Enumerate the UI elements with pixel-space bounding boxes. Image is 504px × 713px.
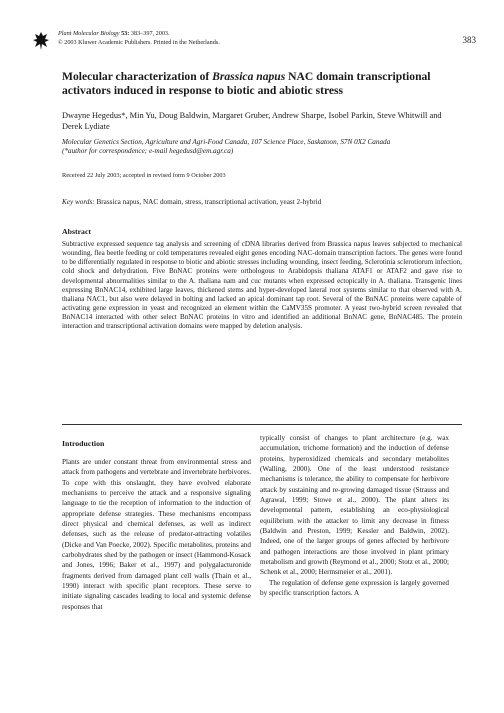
intro-paragraph-1-continued: typically consist of changes to plant architecture (e.g. wax accumulation, trichome formation) and the induction of defense proteins, hyperoxidized chemicals and secondary metabolites (Walling, 2000). One of the least understood resistance mechanisms is tolerance, the ability to compensate for herbivore attack by sustaining and re-growing damaged tissue (Strauss and Agrawal, 1999; Stowe et al., 2000). The plant alters its developmental pattern, establishing an eco-physiological equilibrium with the attacker to limit any decrease in fitness (Baldwin and Preston, 1999; Kessler and Baldwin, 2002). Indeed, one of the larger groups of genes affected by herbivore and pathogen interactions are those involved in plant primary metabolism and growth (Reymond et al., 2000; Stotz et al., 2000; Schenk et al., 2000; Hermsmeier et al., 2001). <box>260 434 449 577</box>
right-column <box>260 433 449 599</box>
intro-paragraph-1: Plants are under constant threat from environmental stress and attack from pathogens and vertebrate and invertebrate herbivores. To cope with this onslaught, they have evolved elaborate mechanisms to perceive the attack and a responsive signaling language to tie the reception of information to the induction of appropriate defense strategies. These mechanisms encompass direct physical and chemical defenses, as well as indirect defenses, such as the release of predator-attracting volatiles (Dicke and Van Poecke, 2002). Specific metabolites, proteins and carbohydrates shed by the pathogen or insect (Hammond-Kosack and Jones, 1996; Baker et al., 1997) and polygalacturonide fragments derived from damaged plant cell walls (Thain et al., 1990) interact with specific plant receptors. These serve to initiate signaling cascades leading to local and systemic defense responses that <box>62 458 251 611</box>
journal-volume: 53: <box>121 30 130 37</box>
title-prefix: Molecular characterization of <box>62 70 213 83</box>
title-suffix: NAC domain transcriptional activators induced in response to biotic and abiotic stress <box>62 70 431 97</box>
copyright-line: © 2003 Kluwer Academic Publishers. Printed in the Netherlands. <box>58 38 220 46</box>
journal-citation <box>58 30 220 47</box>
left-column <box>62 457 251 612</box>
running-header <box>32 30 480 54</box>
keywords-label: Key words: <box>62 198 95 206</box>
journal-pages: 383–397, 2003. <box>130 30 170 37</box>
introduction-heading: Introduction <box>62 439 105 448</box>
correspondence-note: (*author for correspondence; e-mail hegedusd@em.agr.ca) <box>62 147 234 155</box>
title-species: Brassica napus <box>212 70 286 83</box>
affiliation-address: Molecular Genetics Section, Agriculture and Agri-Food Canada, 107 Science Place, Saskatoon, S7N 0X2 Canada <box>62 138 391 146</box>
affiliation <box>62 138 462 156</box>
article-title <box>62 70 462 98</box>
journal-name: Plant Molecular Biology <box>58 30 120 37</box>
intro-paragraph-2: The regulation of defense gene expression is largely governed by specific transcription factors. A <box>260 578 449 598</box>
page-number: 383 <box>462 35 476 45</box>
abstract-heading: Abstract <box>62 227 92 236</box>
author-list: Dwayne Hegedus*, Min Yu, Doug Baldwin, Margaret Gruber, Andrew Sharpe, Isobel Parkin, Steve Whitwill and Derek Lydiate <box>62 111 442 131</box>
received-dates: Received 22 July 2003; accepted in revised form 9 October 2003 <box>62 172 226 179</box>
keywords-text: Brassica napus, NAC domain, stress, transcriptional activation, yeast 2-hybrid <box>96 198 322 206</box>
section-divider <box>62 424 462 425</box>
abstract-text: Subtractive expressed sequence tag analysis and screening of cDNA libraries derived from Brassica napus leaves subjected to mechanical wounding, flea beetle feeding or cold temperatures revealed eight genes encoding NAC-domain transcription factors. The genes were found to be differentially regulated in response to biotic and abiotic stresses including wounding, insect feeding, Sclerotinia sclerotiorum infection, cold shock and dehydration. Five BnNAC proteins were orthologous to Arabidopsis thaliana ATAF1 or ATAF2 and gave rise to developmental abnormalities similar to the A. thaliana nam and cuc mutants when expressed ectopically in A. thaliana. Transgenic lines expressing BnNAC14, exhibited large leaves, thickened stems and hyper-developed lateral root systems similar to that observed with A. thaliana NAC1, but also were delayed in bolting and lacked an apical dominant tap root. Several of the BnNAC proteins were capable of activating gene expression in yeast and recognized an element within the CaMV35S promoter. A yeast two-hybrid screen revealed that BnNAC14 interacted with other select BnNAC proteins in vitro and identified an additional BnNAC gene, BnNAC485. The protein interaction and transcriptional activation domains were mapped by deletion analysis. <box>62 240 462 331</box>
publisher-tree-logo-icon <box>32 31 50 51</box>
keywords <box>62 198 462 207</box>
